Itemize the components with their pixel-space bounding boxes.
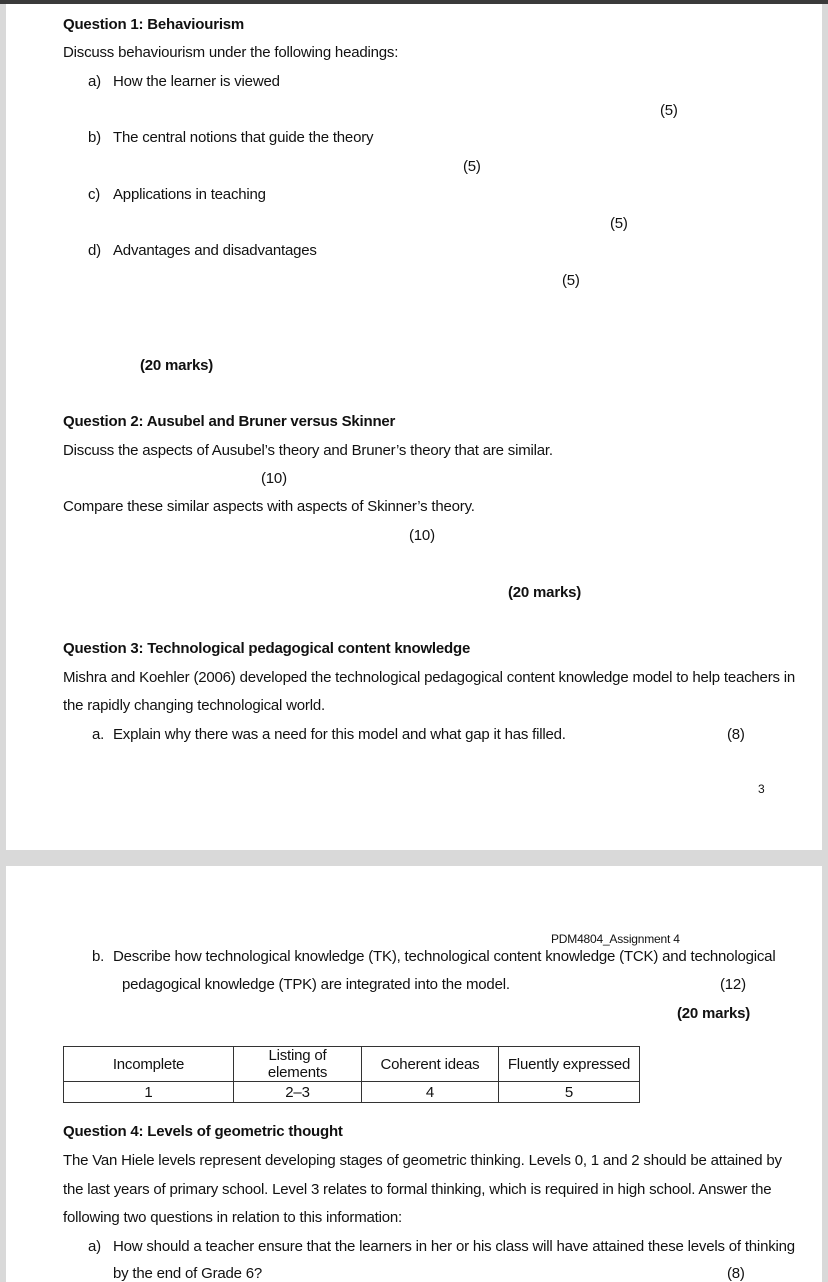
q1a-marks: (5) xyxy=(660,102,678,119)
q1-title: Question 1: Behaviourism xyxy=(63,16,245,33)
q1d-marks: (5) xyxy=(562,272,580,289)
q3a-marks: (8) xyxy=(727,726,745,743)
rubric-score-cell: 2–3 xyxy=(234,1082,362,1103)
q3-para-line2: the rapidly changing technological world. xyxy=(63,697,325,714)
q4-para-line2: the last years of primary school. Level 3 relates to formal thinking, which is required in high school. Answer the xyxy=(63,1181,772,1198)
q1a-text: How the learner is viewed xyxy=(113,73,280,90)
q1b-marks: (5) xyxy=(463,158,481,175)
q2-line2: Compare these similar aspects with aspects of Skinner’s theory. xyxy=(63,498,475,515)
q2-marks2: (10) xyxy=(409,527,435,544)
q3-title: Question 3: Technological pedagogical content knowledge xyxy=(63,640,471,657)
q1d-text: Advantages and disadvantages xyxy=(113,242,317,259)
q1d-label: d) xyxy=(88,242,101,259)
q3a-text: Explain why there was a need for this model and what gap it has filled. xyxy=(113,726,566,743)
document-page-1 xyxy=(6,4,822,850)
q4a-label: a) xyxy=(88,1238,101,1255)
rubric-score-cell: 5 xyxy=(499,1082,640,1103)
q4a-marks: (8) xyxy=(727,1265,745,1282)
q1-intro: Discuss behaviourism under the following headings: xyxy=(63,44,399,61)
q2-title: Question 2: Ausubel and Bruner versus Skinner xyxy=(63,413,396,430)
q1c-label: c) xyxy=(88,186,101,203)
q3b-line2: pedagogical knowledge (TPK) are integrated into the model. xyxy=(122,976,510,993)
q1c-marks: (5) xyxy=(610,215,628,232)
q4-para-line1: The Van Hiele levels represent developing stages of geometric thinking. Levels 0, 1 and 2 should be attained by xyxy=(63,1152,782,1169)
q2-total: (20 marks) xyxy=(508,584,582,601)
q1b-text: The central notions that guide the theory xyxy=(113,129,374,146)
rubric-header-cell: Coherent ideas xyxy=(362,1047,499,1082)
rubric-score-cell: 4 xyxy=(362,1082,499,1103)
rubric-score-row xyxy=(64,1082,640,1103)
document-page-2 xyxy=(6,866,822,1282)
q1c-text: Applications in teaching xyxy=(113,186,266,203)
q3b-marks: (12) xyxy=(720,976,746,993)
rubric-header-cell: Incomplete xyxy=(64,1047,234,1082)
rubric-header-cell: Fluently expressed xyxy=(499,1047,640,1082)
q3-para-line1: Mishra and Koehler (2006) developed the technological pedagogical content knowledge model to help teachers in xyxy=(63,669,796,686)
rubric-header-row xyxy=(64,1047,640,1082)
q4-title: Question 4: Levels of geometric thought xyxy=(63,1123,343,1140)
q3a-label: a. xyxy=(92,726,105,743)
q1a-label: a) xyxy=(88,73,101,90)
rubric-table xyxy=(63,1046,640,1103)
q2-marks1: (10) xyxy=(261,470,287,487)
rubric-header-cell: Listing of elements xyxy=(234,1047,362,1082)
q3b-label: b. xyxy=(92,948,105,965)
q3-total: (20 marks) xyxy=(677,1005,751,1022)
q2-line1: Discuss the aspects of Ausubel’s theory and Bruner’s theory that are similar. xyxy=(63,442,553,459)
q1-total: (20 marks) xyxy=(140,357,214,374)
q3b-line1: Describe how technological knowledge (TK), technological content knowledge (TCK) and technological xyxy=(113,948,776,965)
q4-para-line3: following two questions in relation to this information: xyxy=(63,1209,402,1226)
q4a-line2: by the end of Grade 6? xyxy=(113,1265,263,1282)
q1b-label: b) xyxy=(88,129,101,146)
rubric-score-cell: 1 xyxy=(64,1082,234,1103)
document-header: PDM4804_Assignment 4 xyxy=(551,932,680,946)
page-number: 3 xyxy=(758,782,765,796)
q4a-line1: How should a teacher ensure that the learners in her or his class will have attained these levels of thinking xyxy=(113,1238,795,1255)
